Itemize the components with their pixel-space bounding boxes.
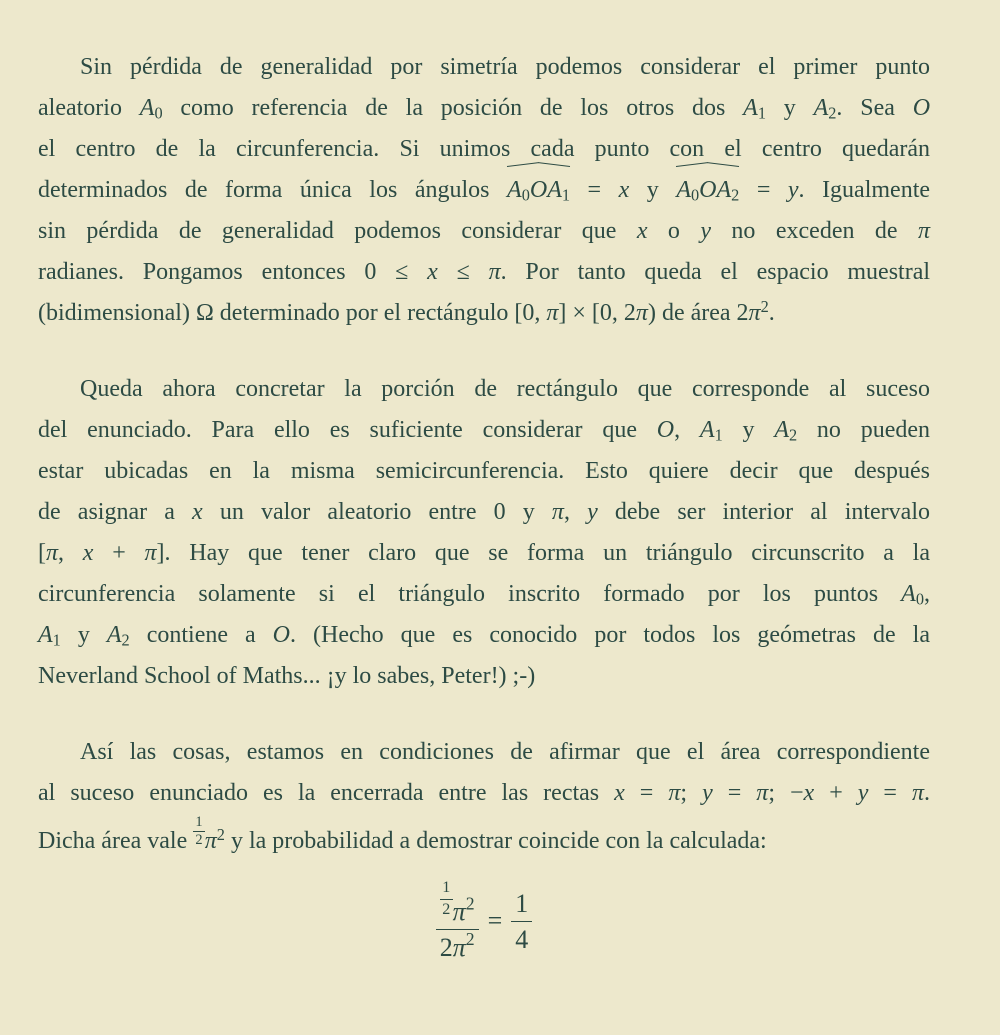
text-line — [38, 88, 930, 129]
text-run: 1 — [442, 879, 451, 897]
text-line — [38, 656, 930, 697]
text-run: . (Hecho que es conocido por todos los geómetras de la — [290, 622, 930, 648]
math-variable: π — [551, 499, 564, 525]
text-run: un valor aleatorio entre 0 y — [202, 499, 552, 525]
text-run: Dicha área vale — [38, 828, 194, 855]
math-variable: π — [668, 780, 681, 806]
math-variable: x — [427, 259, 438, 285]
fraction-numerator — [511, 886, 532, 921]
text-run: ; − — [768, 780, 804, 806]
math-variable: A — [106, 622, 122, 648]
text-line — [38, 129, 930, 170]
math-variable: A — [676, 177, 691, 203]
superscript: 2 — [216, 825, 225, 844]
fraction-denominator — [511, 922, 532, 956]
text-line — [38, 211, 930, 252]
text-run: ]. Hay que tener claro que se forma un triángulo circunscrito a la — [156, 540, 930, 566]
subscript: 1 — [714, 425, 723, 445]
text-run: 2 — [195, 831, 203, 848]
fraction-denominator — [436, 930, 479, 964]
math-variable: π — [452, 932, 466, 962]
subscript: 1 — [561, 185, 571, 205]
math-variable: π — [204, 828, 217, 855]
math-variable: O — [656, 417, 675, 443]
text-run: aleatorio — [38, 95, 140, 121]
math-variable: A — [699, 417, 715, 443]
math-variable: A — [139, 95, 155, 121]
text-line — [38, 369, 930, 410]
math-variable: π — [911, 780, 925, 806]
math-variable: y — [587, 499, 598, 525]
math-variable: y — [857, 780, 869, 806]
text-run: el centro de la circunferencia. Si unimos cada punto con el centro quedarán — [38, 136, 930, 162]
text-line — [38, 574, 930, 615]
text-run: circunferencia solamente si el triángulo inscrito formado por los puntos — [38, 581, 902, 607]
math-variable: OA — [529, 177, 562, 203]
subscript: 1 — [52, 630, 61, 650]
text-run: , — [674, 417, 700, 443]
math-variable: A — [743, 95, 758, 121]
fraction — [511, 886, 532, 956]
fraction-numerator — [440, 878, 453, 899]
text-run: Queda ahora concretar la porción de rectángulo que corresponde al suceso — [80, 376, 930, 402]
text-line — [38, 293, 930, 334]
text-run: . — [924, 780, 931, 806]
math-variable: π — [546, 300, 559, 326]
math-variable: x — [614, 780, 625, 806]
fraction — [436, 878, 479, 964]
text-run: [ — [38, 540, 46, 566]
text-line — [38, 773, 930, 814]
text-line — [38, 252, 930, 293]
subscript: 2 — [121, 630, 130, 650]
math-variable: O — [272, 622, 291, 648]
math-variable: A — [774, 417, 789, 443]
math-variable: OA — [699, 177, 732, 203]
fraction-denominator — [440, 900, 453, 920]
text-run: radianes. Pongamos entonces 0 ≤ — [38, 259, 428, 285]
math-variable: y — [787, 177, 799, 203]
text-run: = — [868, 780, 912, 806]
text-run: ] × [0, 2 — [558, 300, 636, 326]
text-run: 2 — [442, 900, 451, 918]
text-run: y — [629, 177, 677, 203]
text-run: Así las cosas, estamos en condiciones de afirmar que el área correspondiente — [80, 739, 930, 765]
subscript: 2 — [788, 425, 798, 445]
math-variable: x — [618, 177, 630, 203]
math-variable: π — [46, 540, 59, 566]
text-run: = — [712, 780, 757, 806]
document-content — [38, 47, 930, 862]
text-run: y — [722, 417, 775, 443]
widehat-group — [507, 170, 570, 211]
text-run: 4 — [515, 924, 529, 954]
math-variable: A — [38, 622, 53, 648]
text-run: 2 — [439, 932, 453, 962]
text-line — [38, 615, 930, 656]
text-line — [38, 47, 930, 88]
text-run: + — [93, 540, 145, 566]
text-run: ; — [680, 780, 703, 806]
text-run: ≤ — [437, 259, 489, 285]
paragraph — [38, 47, 930, 334]
text-run: o — [647, 218, 701, 244]
text-line — [38, 732, 930, 773]
subscript: 0 — [154, 103, 163, 123]
text-run: (bidimensional) Ω determinado por el rectángulo [0, — [38, 300, 547, 326]
text-run: del enunciado. Para ello es suficiente considerar que — [38, 417, 657, 443]
math-variable: A — [507, 177, 522, 203]
subscript: 2 — [828, 103, 837, 123]
paragraph — [38, 369, 930, 697]
text-run: y — [60, 622, 107, 648]
fraction-numerator — [193, 814, 205, 832]
text-run: , — [58, 540, 83, 566]
text-run: = — [739, 177, 788, 203]
text-run: no exceden de — [711, 218, 918, 244]
text-run: . Sea — [836, 95, 913, 121]
text-run: debe ser interior al intervalo — [597, 499, 930, 525]
math-variable: y — [700, 218, 711, 244]
math-variable: π — [748, 300, 761, 326]
text-run: y — [765, 95, 814, 121]
text-run: 1 — [515, 889, 529, 919]
math-variable: x — [192, 499, 203, 525]
text-line — [38, 451, 930, 492]
math-variable: π — [635, 300, 648, 326]
text-run: = — [570, 177, 619, 203]
subscript: 0 — [915, 589, 924, 609]
text-line — [38, 410, 930, 451]
widehat-group — [676, 170, 739, 211]
text-run: determinados de forma única los ángulos — [38, 177, 508, 203]
fraction — [440, 878, 453, 920]
text-run: de asignar a — [38, 499, 193, 525]
math-variable: π — [144, 540, 157, 566]
text-run: ) de área 2 — [647, 300, 749, 326]
math-variable: x — [82, 540, 94, 566]
math-variable: A — [901, 581, 916, 607]
display-formula — [38, 878, 930, 964]
equals-sign: = — [487, 906, 503, 936]
text-line — [38, 170, 930, 211]
superscript: 2 — [760, 296, 769, 316]
math-variable: π — [756, 780, 769, 806]
text-run: . — [768, 300, 775, 326]
text-run: estar ubicadas en la misma semicircunferencia. Esto quiere decir que después — [38, 458, 930, 484]
text-run: . Igualmente — [798, 177, 931, 203]
math-variable: O — [912, 95, 931, 121]
text-run: 1 — [195, 814, 203, 830]
subscript: 0 — [690, 185, 700, 205]
superscript: 2 — [465, 893, 475, 914]
math-variable: x — [636, 218, 648, 244]
paragraph — [38, 732, 930, 862]
subscript: 1 — [757, 103, 766, 123]
text-line — [38, 814, 930, 862]
math-variable: y — [702, 780, 713, 806]
text-run: sin pérdida de generalidad podemos considerar que — [38, 218, 637, 244]
fraction-denominator — [193, 832, 205, 849]
text-run: , — [563, 499, 588, 525]
text-run: Neverland School of Maths... ¡y lo sabes, Peter!) ;-) — [38, 663, 536, 689]
text-run: = — [624, 780, 669, 806]
math-variable: x — [803, 780, 815, 806]
fraction — [193, 814, 205, 848]
text-line — [38, 492, 930, 533]
text-run: , — [924, 581, 930, 607]
subscript: 2 — [731, 185, 740, 205]
text-run: contiene a — [129, 622, 273, 648]
text-run: al suceso enunciado es la encerrada entre las rectas — [38, 780, 615, 806]
text-line — [38, 533, 930, 574]
text-run: + — [814, 780, 858, 806]
math-variable: A — [813, 95, 829, 121]
fraction-numerator — [436, 878, 479, 929]
text-run: y la probabilidad a demostrar coincide con la calculada: — [224, 828, 767, 855]
math-variable: π — [452, 897, 466, 927]
text-run: como referencia de la posición de los otros dos — [162, 95, 744, 121]
math-variable: π — [488, 259, 501, 285]
text-run: no pueden — [797, 417, 931, 443]
text-run: Sin pérdida de generalidad por simetría podemos considerar el primer punto — [80, 54, 930, 80]
math-variable: π — [917, 218, 931, 244]
subscript: 0 — [521, 185, 530, 205]
text-run: . Por tanto queda el espacio muestral — [500, 259, 931, 285]
superscript: 2 — [465, 928, 475, 949]
